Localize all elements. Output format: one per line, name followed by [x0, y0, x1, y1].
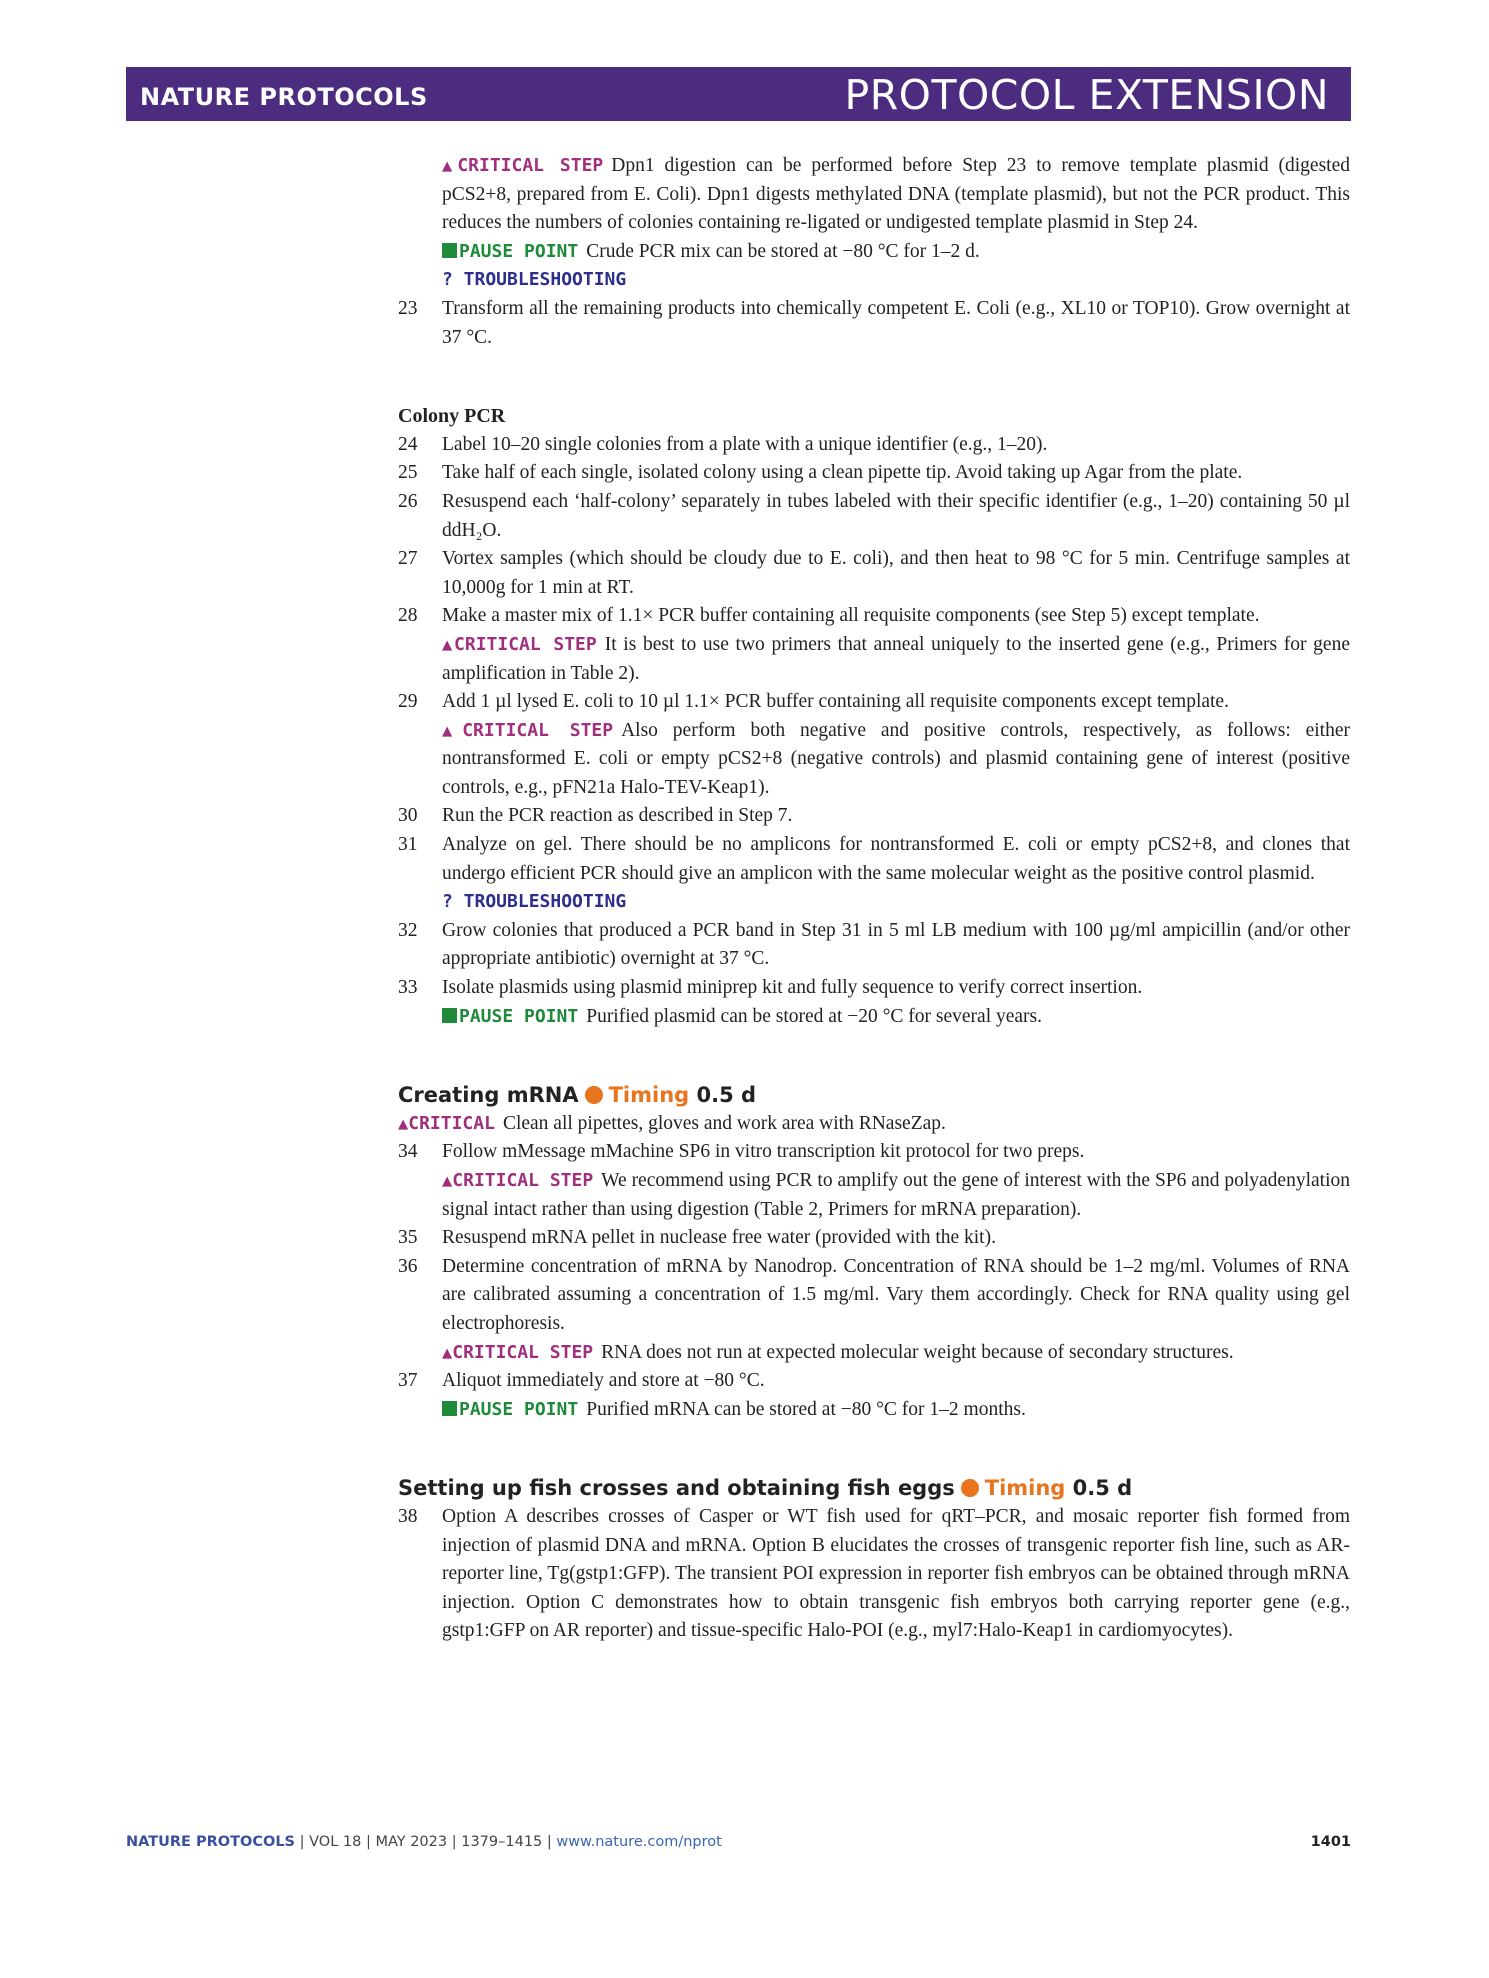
- warning-triangle-icon: ▲: [442, 720, 463, 741]
- section-title: PROTOCOL EXTENSION: [844, 71, 1329, 119]
- pause-point-tag: PAUSE POINT: [442, 241, 578, 262]
- warning-triangle-icon: ▲: [398, 1113, 409, 1134]
- step-38: 38 Option A describes crosses of Casper or WT fish used for qRT–PCR, and mosaic reporter fish formed from injection of plasmid DNA and mRNA. Option B elucidates the crosses of transgenic reporter fish line, such as AR-reporter line, Tg(gstp1:GFP). The transient POI expression in reporter fish embryos can be obtained through mRNA injection. Option C demonstrates how to obtain transgenic fish embryos both carrying reporter gene (e.g., gstp1:GFP on AR reporter) and tissue-specific Halo-POI (e.g., myl7:Halo-Keap1 in cardiomyocytes).: [398, 1505, 1350, 1642]
- step-25: 25 Take half of each single, isolated colony using a clean pipette tip. Avoid taking up Agar from the plate.: [398, 462, 1243, 484]
- step-29: 29 Add 1 µl lysed E. coli to 10 µl 1.1× PCR buffer containing all requisite components except template.: [398, 691, 1229, 713]
- critical-note: ▲CRITICAL STEP RNA does not run at expected molecular weight because of secondary structures.: [442, 1341, 1234, 1363]
- square-icon: [442, 1401, 457, 1416]
- section-heading-mrna: Creating mRNA Timing 0.5 d: [398, 1083, 757, 1108]
- warning-triangle-icon: ▲: [442, 634, 455, 655]
- step-33: 33 Isolate plasmids using plasmid miniprep kit and fully sequence to verify correct insertion.: [398, 977, 1143, 999]
- troubleshooting-link[interactable]: ? TROUBLESHOOTING: [442, 269, 627, 291]
- page-content: [398, 152, 1350, 1646]
- pause-note: PAUSE POINT Crude PCR mix can be stored at −80 °C for 1–2 d.: [398, 238, 1350, 267]
- critical-note: ▲CRITICAL STEP Dpn1 digestion can be performed before Step 23 to remove template plasmid (digested pCS2+8, prepared from E. Coli). Dpn1 digests methylated DNA (template plasmid), but not the PCR product. This reduces the numbers of colonies containing re-ligated or undigested template plasmid in Step 24.: [442, 155, 1350, 234]
- critical-note: ▲CRITICAL STEP We recommend using PCR to amplify out the gene of interest with the SP6 and polyadenylation signal intact rather than using digestion (Table 2, Primers for mRNA preparation).: [442, 1170, 1350, 1220]
- section-heading-fish: Setting up fish crosses and obtaining fish eggs Timing 0.5 d: [398, 1476, 1133, 1501]
- timing-dot-icon: [961, 1479, 979, 1497]
- warning-triangle-icon: ▲: [442, 1342, 453, 1363]
- troubleshooting-link[interactable]: ? TROUBLESHOOTING: [442, 891, 627, 913]
- page-footer: [126, 1834, 1351, 1850]
- footer-url-link[interactable]: www.nature.com/nprot: [556, 1834, 722, 1850]
- critical-step-tag: ▲CRITICAL STEP: [442, 155, 604, 176]
- warning-triangle-icon: ▲: [442, 1171, 453, 1191]
- step-24: 24 Label 10–20 single colonies from a plate with a unique identifier (e.g., 1–20).: [398, 433, 1048, 455]
- step-30: 30 Run the PCR reaction as described in Step 7.: [398, 805, 793, 827]
- warning-triangle-icon: ▲: [442, 156, 458, 176]
- square-icon: [442, 243, 457, 258]
- critical-note: ▲CRITICAL STEP Also perform both negative and positive controls, respectively, as follows: either nontransformed E. coli or empty pCS2+8 (negative controls) and plasmid containing gene of interest (positive controls, e.g., pFN21a Halo-TEV-Keap1).: [442, 719, 1350, 798]
- square-icon: [442, 1008, 457, 1023]
- header-banner: [126, 67, 1351, 121]
- step-27: 27 Vortex samples (which should be cloudy due to E. coli), and then heat to 98 °C for 5 min. Centrifuge samples at 10,000g for 1 min at RT.: [398, 548, 1350, 598]
- critical-note: ▲CRITICAL Clean all pipettes, gloves and work area with RNaseZap.: [398, 1112, 946, 1134]
- step-36: 36 Determine concentration of mRNA by Nanodrop. Concentration of RNA should be 1–2 mg/ml. Volumes of RNA are calibrated assuming a concentration of 1.5 mg/ml. Vary them accordingly. Check for RNA quality using gel electrophoresis.: [398, 1255, 1350, 1334]
- critical-note: ▲CRITICAL STEP It is best to use two primers that anneal uniquely to the inserted gene (e.g., Primers for gene amplification in Table 2).: [442, 633, 1350, 684]
- step-28: 28 Make a master mix of 1.1× PCR buffer containing all requisite components (see Step 5) except template.: [398, 605, 1260, 627]
- step-26: 26 Resuspend each ‘half-colony’ separately in tubes labeled with their specific identifier (e.g., 1–20) containing 50 µl ddH₂O.: [398, 490, 1350, 541]
- pause-note: PAUSE POINT Purified mRNA can be stored at −80 °C for 1–2 months.: [398, 1396, 1350, 1425]
- step-31: 31 Analyze on gel. There should be no amplicons for nontransformed E. coli or empty pCS2+8, and clones that undergo efficient PCR should give an amplicon with the same molecular weight as the positive control plasmid.: [398, 834, 1350, 884]
- section-heading-colony: Colony PCR: [398, 405, 506, 428]
- pause-note: PAUSE POINT Purified plasmid can be stored at −20 °C for several years.: [398, 1003, 1350, 1032]
- footer-meta: | VOL 18 | MAY 2023 | 1379–1415 |: [299, 1834, 552, 1850]
- step-35: 35 Resuspend mRNA pellet in nuclease free water (provided with the kit).: [398, 1227, 996, 1249]
- footer-journal: NATURE PROTOCOLS: [126, 1834, 296, 1850]
- step-23: 23 Transform all the remaining products into chemically competent E. Coli (e.g., XL10 or TOP10). Grow overnight at 37 °C.: [398, 297, 1350, 348]
- journal-name: NATURE PROTOCOLS: [140, 83, 428, 111]
- step-37: 37 Aliquot immediately and store at −80 °C.: [398, 1370, 765, 1392]
- step-34: 34 Follow mMessage mMachine SP6 in vitro transcription kit protocol for two preps.: [398, 1141, 1085, 1163]
- timing-dot-icon: [585, 1086, 603, 1104]
- step-32: 32 Grow colonies that produced a PCR band in Step 31 in 5 ml LB medium with 100 µg/ml ampicillin (and/or other appropriate antibiotic) overnight at 37 °C.: [398, 919, 1350, 970]
- page-number: 1401: [1310, 1834, 1351, 1850]
